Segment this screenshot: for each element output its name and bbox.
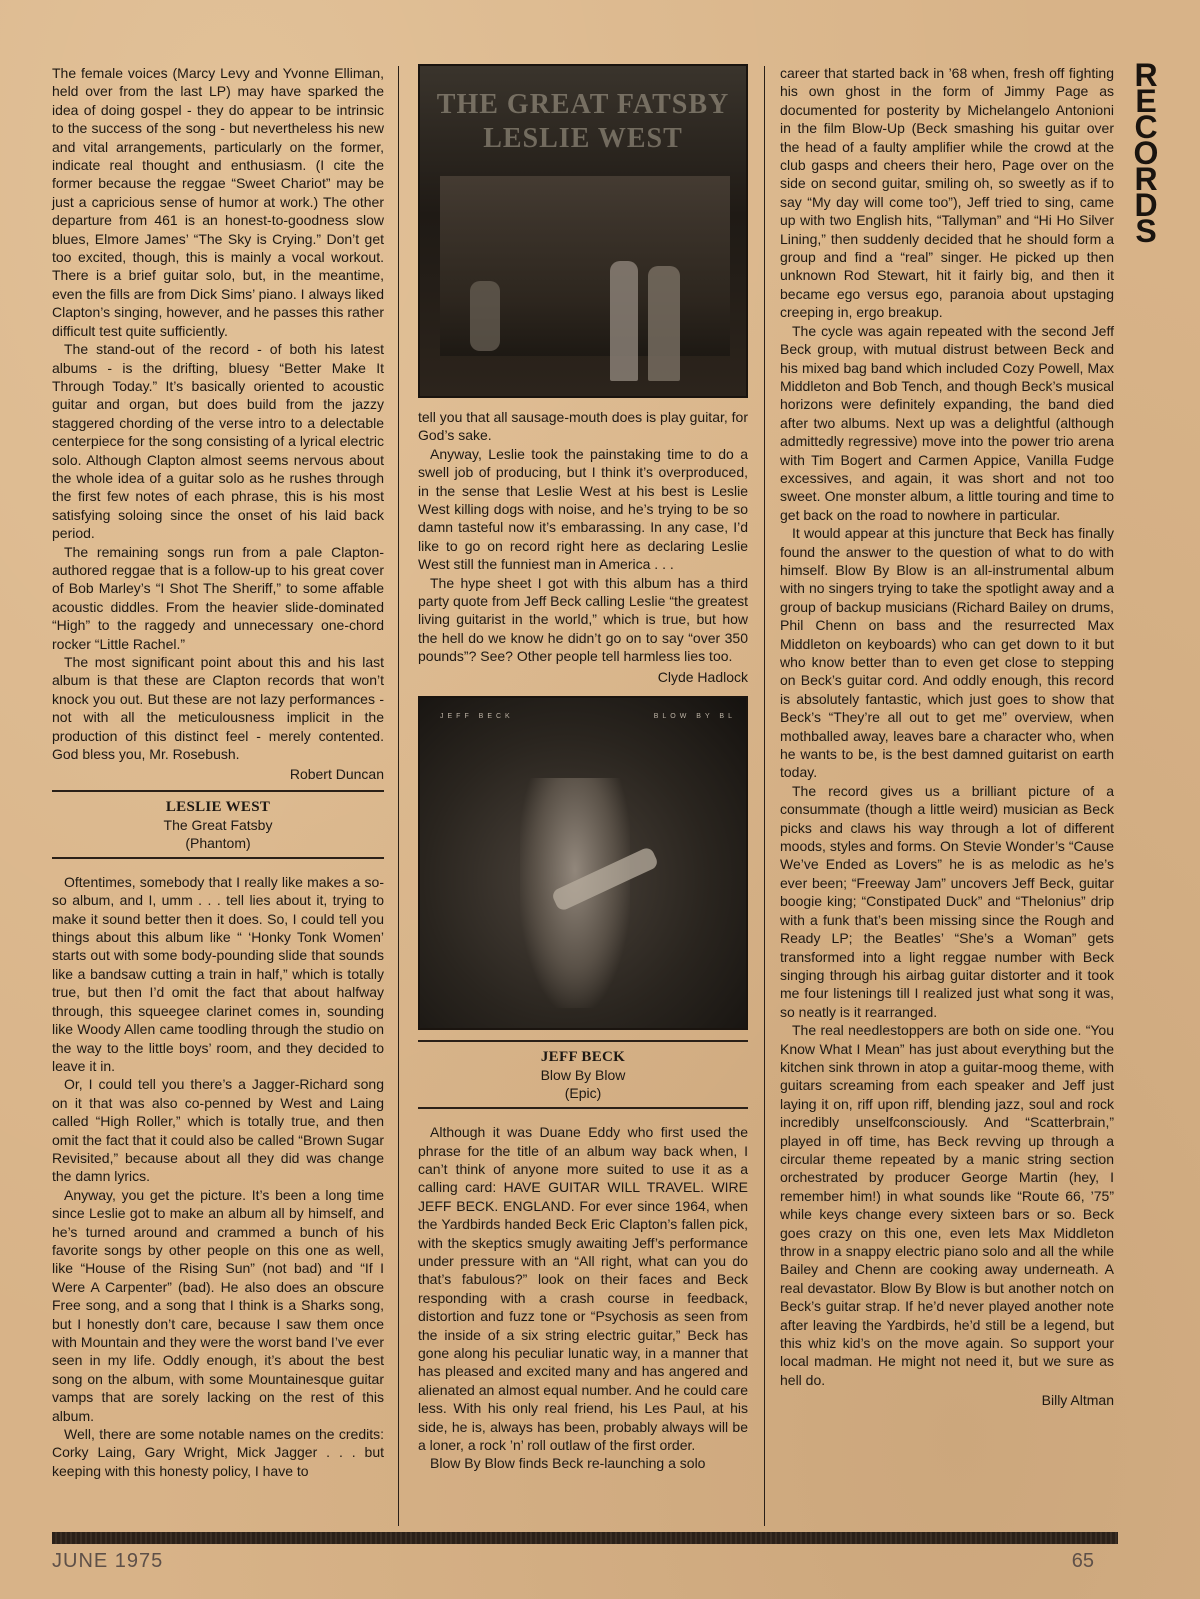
paragraph: The real needlestoppers are both on side one. “You Know What I Mean” has just about everything but the kitchen sink thrown in atop a guitar-moog theme, with guitars screaming from each speaker and Jeff just laying it on, riff upon riff, blending jazz, soul and rock incredibly unselfconsciously. And “Scatterbrain,” played in off time, has Beck revving up through a circular theme repeated by a manic string section orchestrated by producer George Martin (hey, I remember him!) in what sounds like “Route 66, ’75” while keys change every sixteen bars or so. Beck goes crazy on this one, even lets Max Middleton throw in a snappy electric piano solo and all the while Bailey and Chenn are cooking away underneath. A real devastator. Blow By Blow is but another notch on Beck’s guitar strap. If he’d never played another note after leaving the Yardbirds, he’d still be a legend, but this whiz kid’s on the move again. So support your local madman. He might not need it, but we sure as hell do. <box>780 1022 1114 1388</box>
section-label-letter: S <box>1135 213 1157 249</box>
cover-photo-figure <box>470 281 500 351</box>
section-label-letter: R <box>1134 161 1158 197</box>
section-label-letter: D <box>1134 187 1158 223</box>
footer-rule <box>52 1532 1118 1544</box>
column-2 <box>418 64 748 1473</box>
album-cover-blow-by-blow <box>418 696 748 1030</box>
cover-photo-figure <box>610 261 638 381</box>
paragraph: The most significant point about this and his last album is that these are Clapton records that won’t knock you out. But these are not lazy performances - not with all the meticulousness implicit in the production of this distinct feel - merely contented. God bless you, Mr. Rosebush. <box>52 654 384 763</box>
page-number: 65 <box>1071 1550 1094 1572</box>
artist-name: LESLIE WEST <box>165 798 271 815</box>
paragraph: It would appear at this juncture that Beck has finally found the answer to the question of what to do with himself. Blow By Blow is an all-instrumental album with no singers trying to take the spotlight away and a group of backup musicians (Richard Bailey on drums, Phil Chenn on bass and the resurrected Max Middleton on keyboards) who can get down to it but who know better than to even get close to stepping on Beck’s guitar cord. And oddly enough, this record is absolutely fantastic, which just goes to show that Beck’s “They’re all out to get me” overview, when mothballed away, leaves bare a character who, when he wants to be, is the best damned guitarist on earth today. <box>780 525 1114 781</box>
paragraph: tell you that all sausage-mouth does is play guitar, for God’s sake. <box>418 409 748 444</box>
column-divider <box>764 66 765 1526</box>
cover-title-line-2: LESLIE WEST <box>483 123 683 154</box>
paragraph: The stand-out of the record - of both his latest albums - is the drifting, bluesy “Better Make It Through Today.” It’s basically oriented to acoustic guitar and organ, but does build from the jazzy staggered chording of the verse intro to a delectable centerpiece for the song consisting of a lyrical electric solo. Although Clapton almost seems nervous about the whole idea of a guitar solo as he rushes through the first few notes of each phrase, this is his most satisfying soloing since the onset of his laid back period. <box>52 341 384 542</box>
paragraph: The female voices (Marcy Levy and Yvonne Elliman, held over from the last LP) may have sparked the idea of doing gospel - they do appear to be intrinsic to the success of the song - but nevertheless his new and vital arrangements, particularly on the former, indicate real thought and enthusiasm. (I cite the former because the reggae “Sweet Chariot” may be just a capricious sense of humor at work.) The other departure from 461 is an honest-to-goodness slow blues, Elmore James’ “The Sky is Crying.” Don’t get too excited, though, this is mainly a vocal workout. There is a brief guitar solo, but, in the meantime, even the fills are from Dick Sims’ piano. I always liked Clapton’s singing, however, and he passes this rather difficult test quite sufficiently. <box>52 65 384 339</box>
column-3 <box>780 64 1114 1414</box>
paragraph: Well, there are some notable names on the credits: Corky Laing, Gary Wright, Mick Jagger . . . but keeping with this honesty policy, I have to <box>52 1426 384 1479</box>
paragraph: The remaining songs run from a pale Clapton-authored reggae that is a follow-up to his great cover of Bob Marley’s “I Shot The Sheriff,” to some affable acoustic diddles. From the heavier slide-dominated “High” to the raggedy and unnecessary one-chord rocker “Little Rachel.” <box>52 543 384 652</box>
issue-date: JUNE 1975 <box>52 1550 164 1572</box>
paragraph: Oftentimes, somebody that I really like makes a so-so album, and I, umm . . . tell lies about it, trying to make it sound better then it does. So, I could tell you things about this album like “ ‘Honky Tonk Women’ starts out with some body-pounding slide that sounds like a bandsaw cutting a train in half,” which is totally true, but then I’d omit the fact that about halfway through, this squeegee clarinet comes in, sounding like Woody Allen came toodling through the studio on the way to the little boys’ room, and they decided to leave it in. <box>52 873 384 1074</box>
paragraph: Anyway, Leslie took the painstaking time to do a swell job of producing, but I think it’s overproduced, in the sense that Leslie West at his best is Leslie West killing dogs with noise, and he’s trying to be so damn tasteful now it’s embarassing. In any case, I’d like to go on record right here as declaring Leslie West still the funniest man in America . . . <box>418 445 748 573</box>
section-label-letter: O <box>1133 135 1159 171</box>
paragraph: Blow By Blow finds Beck re-launching a solo <box>430 1455 706 1472</box>
section-label-letter: E <box>1135 83 1157 119</box>
album-cover-great-fatsby <box>418 64 748 398</box>
section-label-letter: C <box>1134 109 1158 145</box>
cover-photo-figure <box>648 266 680 381</box>
paragraph: The record gives us a brilliant picture of a consummate (though a little weird) musician as Beck picks and claws his way through a lot of different moods, styles and forms. On Stevie Wonder’s “Cause We’ve Ended as Lovers” he is as melodic as he’s ever been; “Freeway Jam” uncovers Jeff Beck, guitar boogie king; “Constipated Duck” and “Thelonius” drip with a funk that’s been missing since the Rough and Ready LP; the Beatles’ “She’s a Woman” gets transformed into a light reggae number with Beck singing through his airbag guitar distorter and it took me four listenings till I realized just what song it was, so neatly is it rearranged. <box>780 782 1114 1020</box>
cover-title <box>420 88 746 156</box>
paragraph: The cycle was again repeated with the second Jeff Beck group, with mutual distrust between Beck and his mixed bag band which included Cozy Powell, Max Middleton and Bob Tench, and though Beck’s musical horizons were definitely expanding, the band died after two albums. Next up was a delightful (although admittedly regressive) move into the power trio arena with Tim Bogert and Carmen Appice, Vanilla Fudge excessives, and again, it was short and not too sweet. One monster album, a little touring and time to get back on the road to nowhere in particular. <box>780 322 1114 523</box>
section-label-letter: R <box>1134 57 1158 93</box>
artist-name: JEFF BECK <box>540 1049 626 1066</box>
column-1 <box>52 64 384 1480</box>
paragraph: Or, I could tell you there’s a Jagger-Richard song on it that was also co-penned by West and Laing called “High Roller,” which is totally true, and then omit the fact that it could also be called “Brown Sugar Revisited,” because about all they did was change the damn lyrics. <box>52 1076 384 1185</box>
byline-billy-altman: Billy Altman <box>1041 1392 1114 1409</box>
section-label-records <box>1124 57 1168 249</box>
paragraph: The hype sheet I got with this album has a third party quote from Jeff Beck calling Leslie “the greatest living guitarist in the world,” which is true, but how the hell do we know he didn’t go on to say “over 350 pounds”? See? Other people tell harmless lies too. <box>418 574 748 665</box>
column-divider <box>398 66 399 1526</box>
record-label: (Phantom) <box>185 834 251 851</box>
record-label: (Epic) <box>564 1085 602 1102</box>
review-header-jeff-beck <box>418 1040 748 1109</box>
review-header-leslie-west <box>52 790 384 859</box>
cover-album-text: BLOW BY BL <box>653 713 736 721</box>
album-title: The Great Fatsby <box>163 816 273 833</box>
byline-clyde-hadlock: Clyde Hadlock <box>657 668 748 685</box>
cover-title-line-1: THE GREAT FATSBY <box>436 89 730 120</box>
paragraph: Anyway, you get the picture. It’s been a long time since Leslie got to make an album all by himself, and he’s turned around and crammed a bunch of his favorite songs by other people on this one as well, like “House of the Rising Sun” (not bad) and “If I Were A Carpenter” (bad). He also does an obscure Free song, and a song that I think is a Sharks song, but I honestly don’t care, because I saw them once with Mountain and they were the worst band I’ve ever seen in my life. Oddly enough, it’s about the best song on the album, with some Mountainesque guitar vamps that are sorely lacking on the rest of this album. <box>52 1186 384 1424</box>
byline-robert-duncan: Robert Duncan <box>289 766 384 783</box>
album-title: Blow By Blow <box>540 1067 626 1084</box>
cover-artist-text: JEFF BECK <box>440 713 514 721</box>
paragraph: career that started back in ’68 when, fresh off fighting his own ghost in the form of Jimmy Page as documented for posterity by Michelangelo Antonioni in the film Blow-Up (Beck smashing his guitar over the head of a faulty amplifier while the crowd at the club gasps and cheers their hero, Page over on the side on second guitar, smiling oh, so sweetly as if to say “My day will come too”), Jeff tried to sing, came up with two English hits, “Tallyman” and “Hi Ho Silver Lining,” then suddenly decided that he should form a group and find a “real” singer. He picked up then unknown Rod Stewart, hit it fairly big, and then it became ego versus ego, paranoia about upstaging creeping in, ergo breakup. <box>780 65 1114 321</box>
paragraph: Although it was Duane Eddy who first used the phrase for the title of an album way back when, I can’t think of anyone more suited to use it as a calling card: HAVE GUITAR WILL TRAVEL. WIRE JEFF BECK. ENGLAND. For ever since 1964, when the Yardbirds handed Beck Eric Clapton’s fallen pick, with the skeptics smugly awaiting Jeff’s performance under pressure with an “All right, what can you do that’s fabulous?” look on their faces and Beck responding with a crash course in feedback, distortion and fuzz tone or “Psychosis as seen from the inside of a six string electric guitar,” Beck has gone along his peculiar lunatic way, in a manner that has pleased and excited many and has angered and alienated an almost equal number. And he could care less. With his only real friend, his Les Paul, at his side, he is, always has been, probably always will be a loner, a rock ’n’ roll outlaw of the first order. <box>418 1124 749 1453</box>
